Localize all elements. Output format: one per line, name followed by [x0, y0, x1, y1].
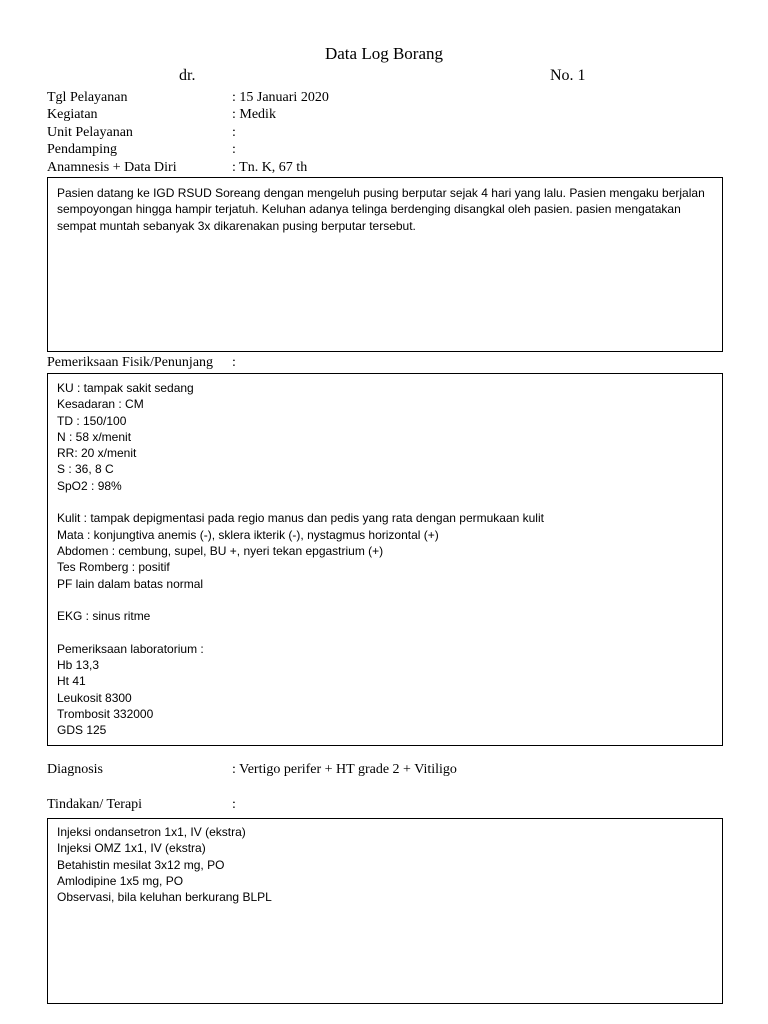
- exam-line: S : 36, 8 C: [57, 462, 114, 477]
- page-title: Data Log Borang: [324, 44, 444, 63]
- exam-line: N : 58 x/menit: [57, 429, 132, 444]
- exam-line: EKG : sinus ritme: [57, 609, 151, 624]
- exam-line: Leukosit 8300: [57, 690, 132, 705]
- diagnosis-value: : Vertigo perifer + HT grade 2 + Vitiligo: [232, 762, 457, 777]
- exam-line-blank: [57, 592, 713, 608]
- field-label-tgl-pelayanan: Tgl Pelayanan: [47, 90, 128, 105]
- field-value-tgl-pelayanan: : 15 Januari 2020: [232, 90, 329, 105]
- therapy-line: Injeksi ondansetron 1x1, IV (ekstra): [57, 825, 246, 839]
- therapy-line: Betahistin mesilat 3x12 mg, PO: [57, 857, 225, 872]
- exam-line: KU : tampak sakit sedang: [57, 381, 194, 395]
- therapy-line: Amlodipine 1x5 mg, PO: [57, 873, 184, 888]
- exam-line: Mata : konjungtiva anemis (-), sklera ikterik (-), nystagmus horizontal (+): [57, 527, 439, 542]
- exam-line: Hb 13,3: [57, 658, 100, 673]
- field-label-anamnesis: Anamnesis + Data Diri: [47, 160, 177, 175]
- document-number: No. 1: [550, 67, 586, 84]
- exam-line: Kulit : tampak depigmentasi pada regio manus dan pedis yang rata dengan permukaan kulit: [57, 511, 544, 526]
- exam-line: Ht 41: [57, 674, 86, 689]
- anamnesis-box: [47, 177, 723, 352]
- exam-line-blank: [57, 494, 713, 510]
- therapy-colon: :: [232, 797, 236, 812]
- field-value-unit-pelayanan: :: [232, 125, 236, 140]
- diagnosis-label: Diagnosis: [47, 762, 103, 777]
- exam-line: Tes Romberg : positif: [57, 560, 170, 575]
- field-value-anamnesis: : Tn. K, 67 th: [232, 160, 308, 175]
- physical-exam-colon: :: [232, 355, 236, 370]
- doctor-label: dr.: [179, 67, 196, 84]
- exam-line: TD : 150/100: [57, 413, 127, 428]
- exam-line-blank: [57, 624, 713, 640]
- exam-line: Pemeriksaan laboratorium :: [57, 641, 204, 656]
- anamnesis-text: Pasien datang ke IGD RSUD Soreang dengan mengeluh pusing berputar sejak 4 hari yang lalu. Pasien mengaku berjalan sempoyongan hingga hampir terjatuh. Keluhan adanya telinga berdenging disangkal oleh pasien. pasien mengatakan sempat muntah sebanyak 3x dikarenakan pusing berputar tersebut.: [57, 186, 705, 233]
- field-label-pendamping: Pendamping: [47, 142, 117, 157]
- therapy-line: Injeksi OMZ 1x1, IV (ekstra): [57, 841, 206, 856]
- exam-line: PF lain dalam batas normal: [57, 576, 204, 591]
- therapy-box: [47, 818, 723, 1004]
- therapy-line: Observasi, bila keluhan berkurang BLPL: [57, 890, 272, 905]
- therapy-label: Tindakan/ Terapi: [47, 797, 143, 812]
- exam-line: Trombosit 332000: [57, 706, 154, 721]
- physical-exam-box: [47, 373, 723, 746]
- exam-line: Kesadaran : CM: [57, 397, 144, 412]
- exam-line: SpO2 : 98%: [57, 478, 122, 493]
- exam-line: Abdomen : cembung, supel, BU +, nyeri tekan epgastrium (+): [57, 543, 384, 558]
- exam-line: RR: 20 x/menit: [57, 446, 137, 461]
- physical-exam-label: Pemeriksaan Fisik/Penunjang: [47, 355, 214, 370]
- field-label-unit-pelayanan: Unit Pelayanan: [47, 125, 133, 140]
- field-value-pendamping: :: [232, 142, 236, 157]
- field-value-kegiatan: : Medik: [232, 107, 276, 122]
- exam-line: GDS 125: [57, 723, 107, 738]
- field-label-kegiatan: Kegiatan: [47, 107, 98, 122]
